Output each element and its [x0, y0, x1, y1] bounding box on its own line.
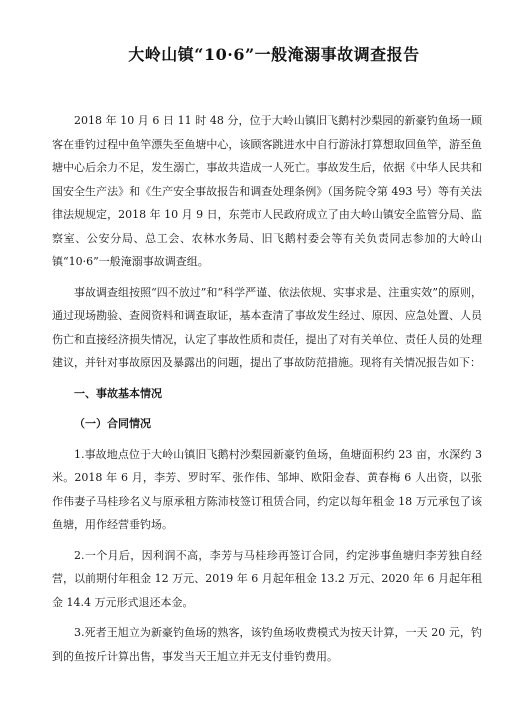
subsection-heading: （一）合同情况: [74, 417, 151, 430]
contract-paragraph: 1.事故地点位于大岭山镇旧飞鹅村沙梨园新豪钓鱼场，鱼塘面积约 23 亩，水深约 3 米。2018 年 6 月，李芳、罗时军、张作伟、邹坤、欧阳金春、黄春梅 6 人出资，以张作伟妻子马桂珍名义与原承租方陈沛枝签订租赁合同，约定以每年租金 18 万元承包了该鱼塘，用作经营垂钓场。: [52, 447, 482, 531]
contract-paragraph: 2.一个月后，因利润不高，李芳与马桂珍再签订合同，约定涉事鱼塘归李芳独自经营，以前期付年租金 12 万元、2019 年 6 月起年租金 13.2 万元、2020 年 6 月起年租金 14.4 万元形式退还本金。: [52, 548, 482, 609]
intro-paragraph: 事故调查组按照“四不放过”和“科学严谨、依法依规、实事求是、注重实效”的原则，通过现场勘验、查阅资料和调查取证，基本查清了事故发生经过、原因、应急处置、人员伤亡和直接经济损失情况，认定了事故性质和责任，提出了对有关单位、责任人员的处理建议，并针对事故原因及暴露出的问题，提出了事故防范措施。现将有关情况报告如下：: [52, 285, 482, 369]
section-heading: 一、事故基本情况: [74, 386, 162, 400]
contract-paragraph: 3.死者王旭立为新豪钓鱼场的熟客，该钓鱼场收费模式为按天计算，一天 20 元，钓到的鱼按斤计算出售，事发当天王旭立并无支付垂钓费用。: [52, 626, 482, 663]
intro-paragraph: 2018 年 10 月 6 日 11 时 48 分，位于大岭山镇旧飞鹅村沙梨园的新豪钓鱼场一顾客在垂钓过程中鱼竿漂失至鱼塘中心，该顾客跳进水中自行游泳打算想取回鱼竿，游至鱼塘中心后余力不足，发生溺亡，事故共造成一人死亡。事故发生后，依据《中华人民共和国安全生产法》和《生产安全事故报告和调查处理条例》（国务院令第 493 号）等有关法律法规规定，2018 年 10 月 9 日，东莞市人民政府成立了由大岭山镇安全监管分局、监察室、公安分局、总工会、农林水务局、旧飞鹅村委会等有关负责同志参加的大岭山镇“10·6”一般淹溺事故调查组。: [52, 114, 482, 268]
document-title: 大岭山镇“10·6”一般淹溺事故调查报告: [128, 45, 420, 64]
